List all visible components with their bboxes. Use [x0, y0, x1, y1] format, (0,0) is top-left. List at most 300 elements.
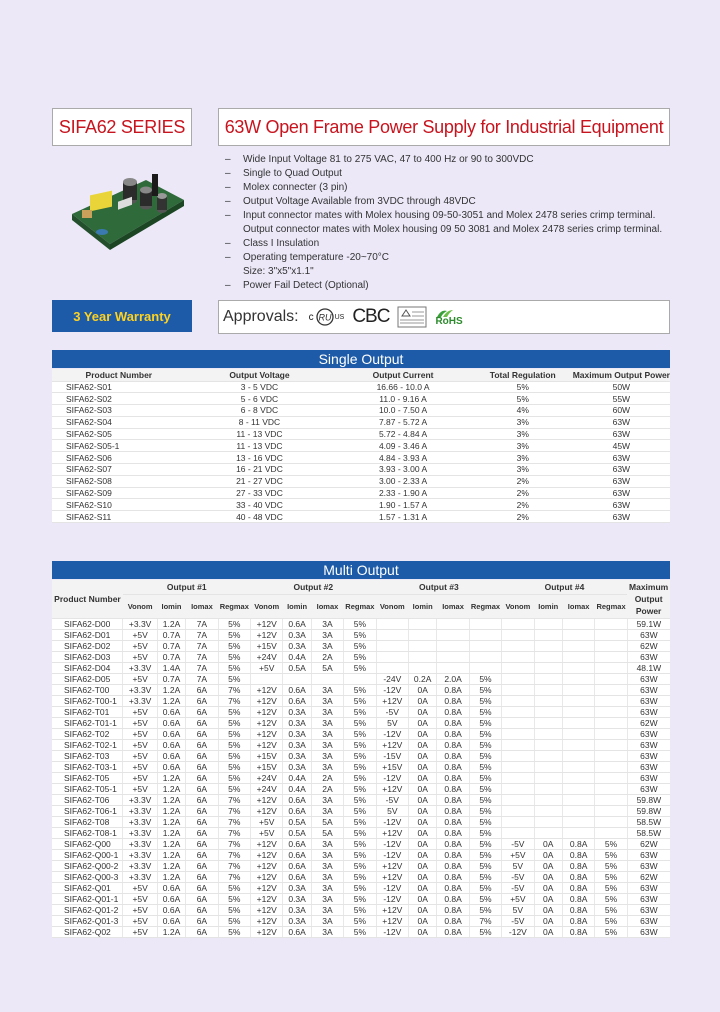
table-row: [52, 816, 670, 827]
single-header-cell: Maximum Output Power: [572, 369, 670, 380]
table-cell: SIFA62-S09: [52, 487, 186, 499]
table-cell: 0.6A: [283, 838, 311, 849]
warranty-badge: 3 Year Warranty: [52, 300, 192, 332]
table-cell: [311, 673, 343, 684]
table-cell: 58.5W: [627, 816, 670, 827]
table-cell: +3.3V: [123, 827, 157, 838]
table-cell: 63W: [627, 761, 670, 772]
table-cell: 6A: [186, 882, 218, 893]
table-cell: 5%: [469, 783, 501, 794]
table-cell: [437, 651, 469, 662]
table-cell: 5%: [344, 838, 376, 849]
table-cell: 0.6A: [283, 695, 311, 706]
table-cell: 5%: [344, 794, 376, 805]
table-cell: 21 - 27 VDC: [186, 475, 334, 487]
table-cell: SIFA62-S11: [52, 511, 186, 523]
table-cell: +3.3V: [123, 849, 157, 860]
table-row: [52, 405, 670, 417]
output-2-header: Output #2: [251, 580, 377, 594]
table-cell: 63W: [627, 772, 670, 783]
table-cell: 0.8A: [437, 728, 469, 739]
table-cell: 62W: [627, 640, 670, 651]
table-cell: 5%: [469, 816, 501, 827]
table-cell: 0.3A: [283, 761, 311, 772]
table-cell: +12V: [251, 882, 283, 893]
table-cell: [502, 618, 534, 629]
table-cell: +5V: [123, 640, 157, 651]
table-row: [52, 849, 670, 860]
table-cell: +12V: [251, 695, 283, 706]
table-cell: 27 - 33 VDC: [186, 487, 334, 499]
table-cell: SIFA62-T05-1: [52, 783, 123, 794]
series-title: SIFA62 SERIES: [52, 108, 192, 146]
table-cell: 1.2A: [157, 684, 185, 695]
table-cell: [502, 805, 534, 816]
table-cell: 5%: [344, 728, 376, 739]
table-cell: 2A: [311, 783, 343, 794]
table-cell: [595, 640, 627, 651]
table-cell: 0.6A: [157, 882, 185, 893]
table-cell: +12V: [251, 904, 283, 915]
table-cell: -24V: [376, 673, 408, 684]
table-cell: 0A: [409, 893, 437, 904]
table-cell: 59.8W: [627, 794, 670, 805]
table-cell: 5%: [469, 882, 501, 893]
table-cell: [595, 761, 627, 772]
table-cell: 0A: [409, 849, 437, 860]
table-cell: [534, 794, 562, 805]
table-cell: 3A: [311, 640, 343, 651]
table-cell: 0.8A: [437, 783, 469, 794]
table-cell: 5%: [344, 662, 376, 673]
table-row: [52, 893, 670, 904]
feature-bullet: –: [225, 252, 231, 263]
table-cell: 0A: [409, 684, 437, 695]
table-row: [52, 860, 670, 871]
table-cell: -12V: [376, 772, 408, 783]
table-cell: [502, 772, 534, 783]
table-cell: [251, 673, 283, 684]
table-cell: SIFA62-S02: [52, 393, 186, 405]
table-cell: 0.8A: [437, 849, 469, 860]
table-cell: 0A: [409, 882, 437, 893]
table-cell: [595, 794, 627, 805]
table-cell: 5%: [344, 915, 376, 926]
table-cell: 0.3A: [283, 629, 311, 640]
table-cell: 0.4A: [283, 772, 311, 783]
table-cell: 6A: [186, 904, 218, 915]
table-cell: 0.6A: [157, 728, 185, 739]
feature-bullet: [225, 223, 243, 237]
feature-list: [225, 153, 675, 293]
table-cell: SIFA62-T08: [52, 816, 123, 827]
table-row: [52, 915, 670, 926]
multi-subheader-cell: Regmax: [469, 594, 501, 618]
table-cell: 3.00 - 2.33 A: [333, 475, 473, 487]
table-cell: 0A: [534, 904, 562, 915]
table-cell: 0A: [409, 750, 437, 761]
table-cell: 5%: [218, 728, 250, 739]
table-cell: +12V: [251, 717, 283, 728]
table-cell: [437, 640, 469, 651]
table-cell: 5%: [344, 816, 376, 827]
table-row: [52, 393, 670, 405]
table-cell: 0A: [534, 893, 562, 904]
multi-product-number-header: Product Number: [52, 580, 123, 618]
table-cell: 3%: [473, 416, 573, 428]
table-cell: [534, 651, 562, 662]
table-cell: [469, 629, 501, 640]
table-cell: 0.8A: [437, 871, 469, 882]
table-cell: [409, 629, 437, 640]
table-cell: 7A: [186, 618, 218, 629]
feature-bullet: –: [225, 168, 231, 179]
table-cell: -5V: [376, 706, 408, 717]
table-cell: [409, 651, 437, 662]
table-cell: 0.8A: [437, 772, 469, 783]
feature-bullet: –: [225, 210, 231, 221]
table-cell: 1.2A: [157, 827, 185, 838]
table-cell: [534, 827, 562, 838]
table-cell: 33 - 40 VDC: [186, 499, 334, 511]
table-cell: 1.2A: [157, 838, 185, 849]
table-cell: 0A: [409, 728, 437, 739]
table-cell: 0.6A: [157, 915, 185, 926]
table-cell: 4%: [473, 405, 573, 417]
table-cell: [562, 640, 594, 651]
table-cell: 4.84 - 3.93 A: [333, 452, 473, 464]
table-cell: 1.2A: [157, 695, 185, 706]
svg-text:RU: RU: [318, 312, 332, 323]
table-cell: +3.3V: [123, 838, 157, 849]
table-cell: [534, 684, 562, 695]
table-cell: [534, 816, 562, 827]
table-cell: +5V: [123, 750, 157, 761]
table-cell: SIFA62-Q00: [52, 838, 123, 849]
table-cell: 3A: [311, 794, 343, 805]
table-row: [52, 838, 670, 849]
table-cell: 3A: [311, 695, 343, 706]
table-cell: [502, 827, 534, 838]
table-cell: 0A: [409, 805, 437, 816]
multi-subheader-cell: Regmax: [595, 594, 627, 618]
table-cell: [376, 651, 408, 662]
table-cell: [534, 673, 562, 684]
table-cell: SIFA62-Q01-3: [52, 915, 123, 926]
table-cell: 5A: [311, 827, 343, 838]
single-header-cell: Output Current: [333, 369, 473, 381]
table-cell: 63W: [573, 475, 670, 487]
table-cell: [562, 739, 594, 750]
multi-subheader-cell: Regmax: [218, 594, 250, 618]
table-cell: [534, 761, 562, 772]
table-cell: 0.8A: [562, 860, 594, 871]
table-cell: 0.6A: [283, 849, 311, 860]
table-cell: 0.4A: [283, 783, 311, 794]
table-cell: +5V: [123, 717, 157, 728]
table-cell: 63W: [627, 629, 670, 640]
table-cell: +5V: [123, 915, 157, 926]
table-cell: +12V: [251, 794, 283, 805]
table-cell: [562, 684, 594, 695]
table-row: [52, 452, 670, 464]
table-row: [52, 761, 670, 772]
table-cell: 5%: [344, 739, 376, 750]
table-cell: 7%: [218, 695, 250, 706]
table-cell: +12V: [251, 618, 283, 629]
table-cell: 1.2A: [157, 783, 185, 794]
table-cell: 3A: [311, 728, 343, 739]
multi-subheader-cell: Iomax: [437, 594, 469, 618]
table-row: [52, 772, 670, 783]
table-cell: 5%: [595, 893, 627, 904]
table-cell: 0A: [534, 871, 562, 882]
table-cell: -12V: [376, 816, 408, 827]
table-row: [52, 618, 670, 629]
table-cell: 0.8A: [437, 860, 469, 871]
table-cell: SIFA62-Q01-1: [52, 893, 123, 904]
table-cell: +5V: [123, 904, 157, 915]
table-cell: [534, 739, 562, 750]
table-cell: 3A: [311, 860, 343, 871]
table-cell: [534, 750, 562, 761]
table-cell: 7%: [469, 915, 501, 926]
table-cell: [595, 695, 627, 706]
table-cell: 0.4A: [283, 651, 311, 662]
table-cell: 5%: [473, 381, 573, 393]
feature-bullet: –: [225, 154, 231, 165]
single-header-cell: Total Regulation: [473, 369, 573, 381]
table-cell: +12V: [251, 860, 283, 871]
table-cell: 5%: [344, 640, 376, 651]
table-cell: 0.6A: [157, 706, 185, 717]
table-cell: 0.7A: [157, 629, 185, 640]
table-cell: 1.4A: [157, 662, 185, 673]
feature-text: Single to Quad Output: [243, 168, 342, 179]
table-cell: 5%: [595, 882, 627, 893]
table-cell: [437, 662, 469, 673]
table-cell: 63W: [627, 783, 670, 794]
table-row: [52, 805, 670, 816]
table-cell: +12V: [251, 838, 283, 849]
table-cell: 6A: [186, 706, 218, 717]
table-cell: 6A: [186, 695, 218, 706]
multi-subheader-cell: Iomin: [409, 594, 437, 618]
table-cell: [562, 706, 594, 717]
feature-text: Size: 3"x5"x1.1": [243, 266, 314, 277]
table-cell: SIFA62-D00: [52, 618, 123, 629]
table-cell: [595, 706, 627, 717]
table-cell: SIFA62-Q00-3: [52, 871, 123, 882]
table-cell: 2A: [311, 772, 343, 783]
rohs-mark-icon: [435, 308, 462, 327]
table-cell: [502, 651, 534, 662]
table-cell: 0.8A: [437, 838, 469, 849]
table-cell: 0A: [534, 849, 562, 860]
table-cell: [562, 827, 594, 838]
table-cell: 5V: [376, 805, 408, 816]
table-cell: [534, 662, 562, 673]
feature-text: Operating temperature -20~70°C: [243, 252, 390, 263]
table-cell: 7%: [218, 816, 250, 827]
table-row: [52, 416, 670, 428]
table-cell: 7A: [186, 651, 218, 662]
table-cell: 0.8A: [562, 893, 594, 904]
table-cell: 0.8A: [437, 893, 469, 904]
table-cell: 11 - 13 VDC: [186, 428, 334, 440]
table-cell: [502, 739, 534, 750]
approvals-label: Approvals:: [223, 308, 299, 325]
table-cell: 3A: [311, 629, 343, 640]
table-cell: 6A: [186, 838, 218, 849]
table-cell: +12V: [376, 915, 408, 926]
table-row: [52, 487, 670, 499]
table-cell: [595, 673, 627, 684]
table-cell: +5V: [123, 882, 157, 893]
table-cell: 0A: [534, 860, 562, 871]
table-cell: +12V: [251, 805, 283, 816]
feature-text: Wide Input Voltage 81 to 275 VAC, 47 to 400 Hz or 90 to 300VDC: [243, 154, 534, 165]
table-cell: 5%: [469, 706, 501, 717]
table-row: [52, 706, 670, 717]
table-cell: 3A: [311, 838, 343, 849]
table-cell: -5V: [502, 882, 534, 893]
table-cell: SIFA62-S04: [52, 416, 186, 428]
table-cell: 5%: [344, 695, 376, 706]
table-cell: SIFA62-T06-1: [52, 805, 123, 816]
single-header-cell: Output Voltage: [186, 369, 334, 381]
table-cell: 62W: [627, 871, 670, 882]
table-cell: 63W: [627, 673, 670, 684]
table-cell: SIFA62-Q01: [52, 882, 123, 893]
table-cell: 7%: [218, 794, 250, 805]
table-cell: +12V: [251, 739, 283, 750]
table-cell: 5%: [344, 750, 376, 761]
table-cell: 0.8A: [562, 904, 594, 915]
table-cell: 0A: [409, 827, 437, 838]
table-cell: 5%: [344, 618, 376, 629]
max-output-power-header: Maximum Output Power: [627, 580, 670, 618]
table-cell: [502, 673, 534, 684]
table-cell: 5%: [473, 393, 573, 405]
table-cell: 0A: [409, 695, 437, 706]
table-cell: 7%: [218, 805, 250, 816]
table-cell: 0A: [409, 706, 437, 717]
table-cell: 63W: [573, 464, 670, 476]
table-cell: 63W: [627, 739, 670, 750]
table-cell: [534, 783, 562, 794]
feature-item: [225, 167, 675, 181]
table-cell: [502, 728, 534, 739]
table-row: [52, 511, 670, 523]
table-cell: [562, 618, 594, 629]
table-cell: 0.6A: [283, 794, 311, 805]
table-cell: SIFA62-T02-1: [52, 739, 123, 750]
table-cell: 0.3A: [283, 706, 311, 717]
feature-text: Input connector mates with Molex housing 09-50-3051 and Molex 2478 series crimp terminal.: [243, 210, 656, 221]
table-cell: +5V: [251, 816, 283, 827]
table-cell: +24V: [251, 651, 283, 662]
table-cell: 3A: [311, 882, 343, 893]
table-row: [52, 882, 670, 893]
table-cell: 0A: [534, 882, 562, 893]
table-cell: 6A: [186, 783, 218, 794]
table-cell: 0.6A: [283, 805, 311, 816]
table-cell: SIFA62-T06: [52, 794, 123, 805]
table-cell: +12V: [376, 695, 408, 706]
table-cell: 3A: [311, 717, 343, 728]
table-cell: [437, 629, 469, 640]
table-cell: [502, 717, 534, 728]
table-cell: +5V: [251, 662, 283, 673]
table-cell: 3%: [473, 452, 573, 464]
table-cell: SIFA62-S06: [52, 452, 186, 464]
table-cell: [502, 816, 534, 827]
table-cell: 63W: [573, 511, 670, 523]
tuv-mark-icon: [397, 306, 427, 328]
table-cell: 0A: [409, 783, 437, 794]
table-cell: 0A: [534, 838, 562, 849]
table-cell: 5%: [344, 882, 376, 893]
table-cell: 6A: [186, 717, 218, 728]
table-cell: 1.2A: [157, 871, 185, 882]
table-cell: 0.3A: [283, 640, 311, 651]
table-cell: 0.6A: [157, 761, 185, 772]
table-cell: [534, 772, 562, 783]
table-cell: [595, 728, 627, 739]
table-cell: +12V: [376, 739, 408, 750]
table-cell: 0.3A: [283, 750, 311, 761]
multi-subheader-row: [52, 594, 670, 618]
table-cell: 63W: [573, 499, 670, 511]
table-cell: 63W: [627, 893, 670, 904]
table-cell: 5%: [344, 629, 376, 640]
table-cell: 5%: [469, 838, 501, 849]
table-cell: [562, 629, 594, 640]
table-cell: [562, 651, 594, 662]
table-cell: 6A: [186, 849, 218, 860]
table-cell: SIFA62-T01-1: [52, 717, 123, 728]
table-cell: 6 - 8 VDC: [186, 405, 334, 417]
table-cell: SIFA62-T01: [52, 706, 123, 717]
table-cell: 5%: [218, 651, 250, 662]
table-cell: 5%: [469, 871, 501, 882]
table-cell: SIFA62-Q00-1: [52, 849, 123, 860]
table-cell: +3.3V: [123, 662, 157, 673]
table-cell: [502, 695, 534, 706]
table-cell: 55W: [573, 393, 670, 405]
table-cell: 0.6A: [157, 893, 185, 904]
table-cell: -12V: [376, 926, 408, 937]
table-cell: +5V: [123, 739, 157, 750]
table-cell: 7%: [218, 871, 250, 882]
table-cell: 6A: [186, 761, 218, 772]
multi-subheader-cell: Iomin: [283, 594, 311, 618]
table-cell: +5V: [123, 728, 157, 739]
table-cell: 0.8A: [562, 915, 594, 926]
table-cell: 2%: [473, 499, 573, 511]
table-row: [52, 750, 670, 761]
table-cell: 63W: [573, 487, 670, 499]
table-cell: 2%: [473, 487, 573, 499]
table-cell: [562, 673, 594, 684]
output-3-header: Output #3: [376, 580, 502, 594]
table-row: [52, 695, 670, 706]
table-cell: -12V: [502, 926, 534, 937]
table-cell: 0A: [534, 915, 562, 926]
table-cell: SIFA62-Q00-2: [52, 860, 123, 871]
table-cell: SIFA62-D05: [52, 673, 123, 684]
